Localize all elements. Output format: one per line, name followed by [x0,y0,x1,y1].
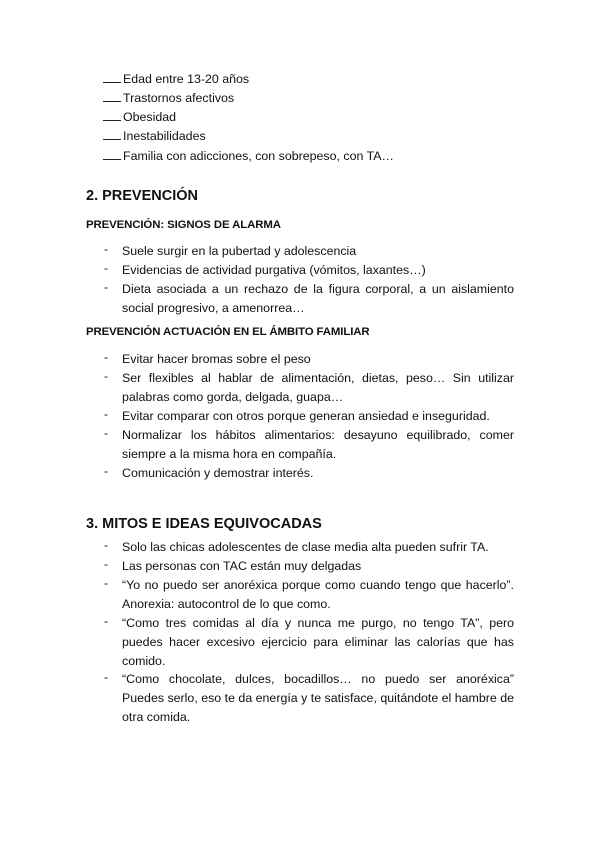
risk-factor-text: Familia con adicciones, con sobrepeso, con TA… [123,149,394,163]
list-item: Comunicación y demostrar interés. [122,466,314,480]
bullet-icon: - [104,538,109,552]
bullet-icon: - [104,407,109,421]
list-item: Las personas con TAC están muy delgadas [122,559,362,573]
section-title-mitos: 3. MITOS E IDEAS EQUIVOCADAS [86,516,322,532]
list-item: Solo las chicas adolescentes de clase media alta pueden sufrir TA. [122,540,489,554]
list-item: Dieta asociada a un rechazo de la figura corporal, a un aislamiento social progresivo, a amenorrea… [122,282,514,315]
dash-icon [103,101,121,102]
bullet-icon: - [104,261,109,275]
list-item: Evitar hacer bromas sobre el peso [122,352,311,366]
bullet-icon: - [104,280,109,294]
list-item [0,149,600,168]
risk-factor-text: Inestabilidades [123,129,206,143]
bullet-icon: - [104,576,109,590]
bullet-icon: - [104,464,109,478]
dash-icon [103,139,121,140]
dash-icon [103,82,121,83]
list-item: “Yo no puedo ser anoréxica porque como cuando tengo que hacerlo”. Anorexia: autocontrol de lo que como. [122,578,514,611]
list-item: Ser flexibles al hablar de alimentación, dietas, peso… Sin utilizar palabras como gorda, delgada, guapa… [122,371,514,404]
list-item [0,129,600,148]
bullet-icon: - [104,557,109,571]
risk-factor-text: Obesidad [123,110,177,124]
dash-icon [103,159,121,160]
bullet-icon: - [104,242,109,256]
section-title-prevencion: 2. PREVENCIÓN [86,188,198,204]
list-item [0,91,600,110]
subsection-title-familiar: PREVENCIÓN ACTUACIÓN EN EL ÁMBITO FAMILIAR [86,326,370,338]
subsection-title-signos: PREVENCIÓN: SIGNOS DE ALARMA [86,219,281,231]
bullet-icon: - [104,350,109,364]
risk-factor-text: Trastornos afectivos [123,91,235,105]
list-item: Evidencias de actividad purgativa (vómitos, laxantes…) [122,263,426,277]
bullet-icon: - [104,614,109,628]
list-item [0,110,600,129]
bullet-icon: - [104,670,109,684]
list-item: Evitar comparar con otros porque generan ansiedad e inseguridad. [122,409,490,423]
list-item: Suele surgir en la pubertad y adolescencia [122,244,357,258]
risk-factor-text: Edad entre 13-20 años [123,72,250,86]
list-item: “Como chocolate, dulces, bocadillos… no puedo ser anoréxica” Puedes serlo, eso te da energía y te satisface, quitándote el hambre de otra comida. [122,672,514,724]
bullet-icon: - [104,369,109,383]
list-item [0,72,600,91]
bullet-icon: - [104,426,109,440]
dash-icon [103,120,121,121]
list-item: “Como tres comidas al día y nunca me purgo, no tengo TA”, pero puedes hacer excesivo ejercicio para eliminar las calorías que has comido. [122,616,514,668]
list-item: Normalizar los hábitos alimentarios: desayuno equilibrado, comer siempre a la misma hora en compañía. [122,428,514,461]
